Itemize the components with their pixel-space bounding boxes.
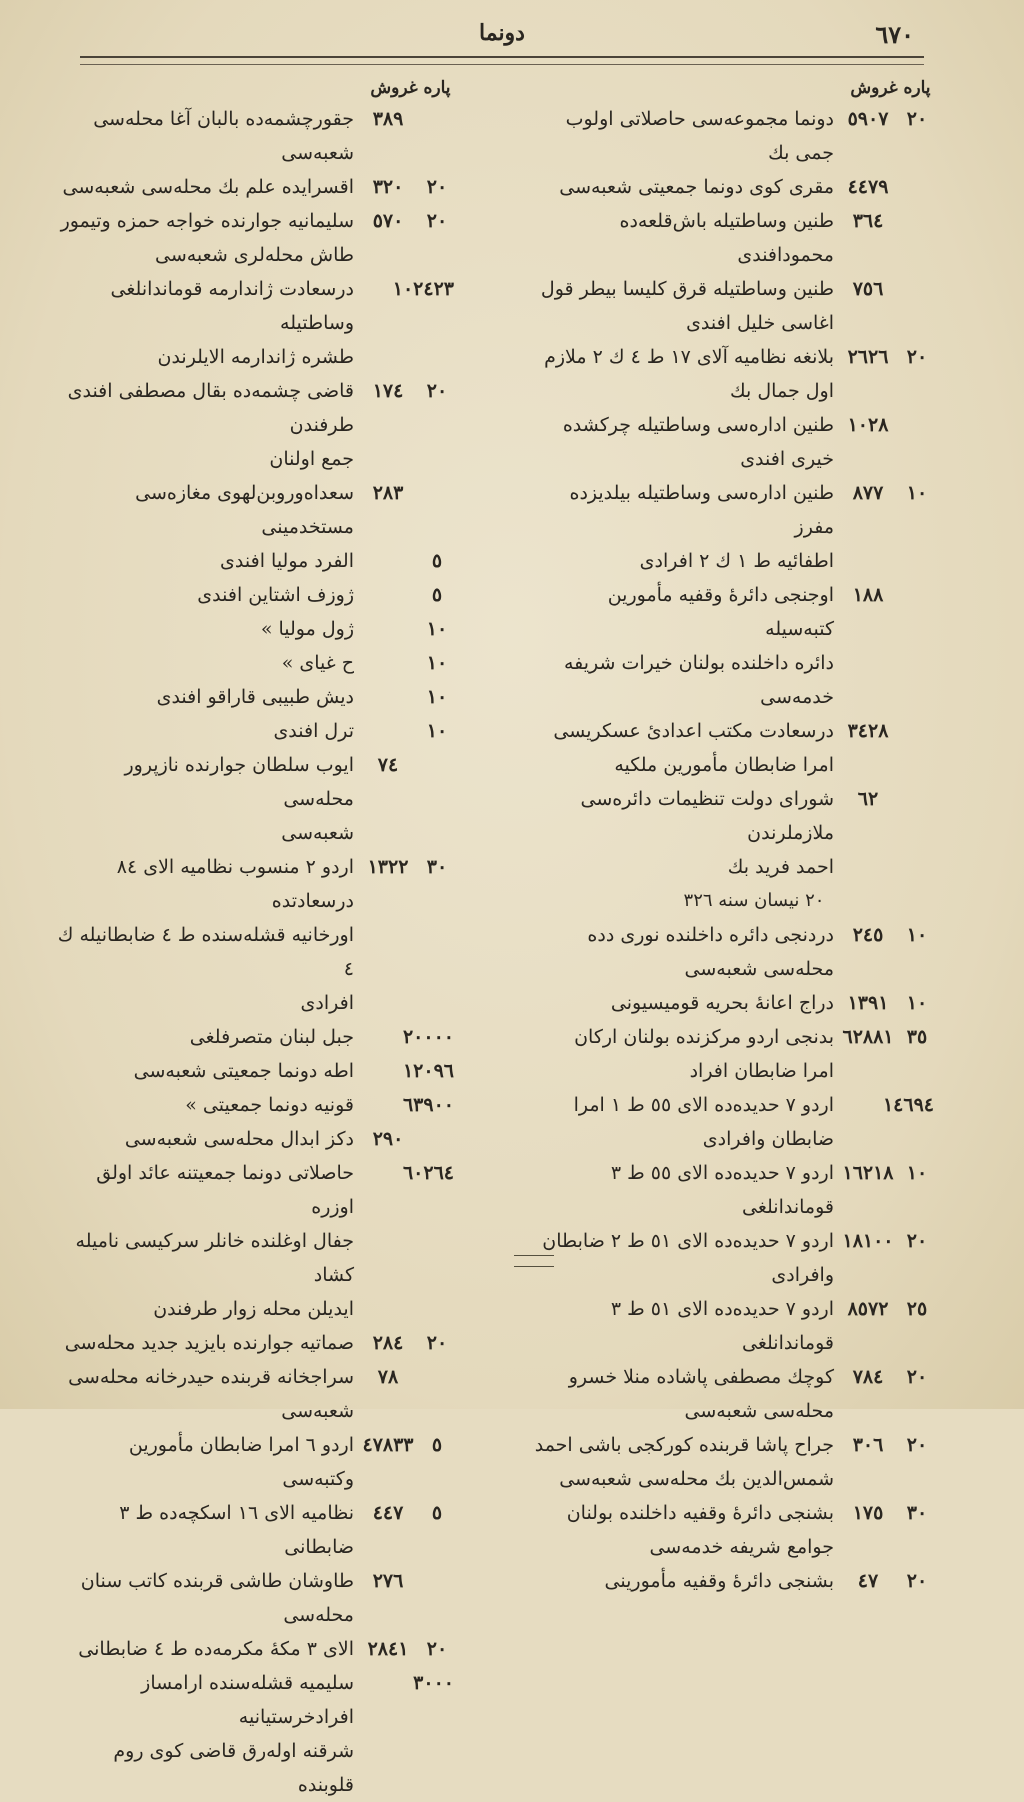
ledger-entry: [534, 170, 934, 204]
entry-gurus: ١٢٠٩٦: [402, 1060, 454, 1082]
ledger-entry: [54, 1122, 454, 1156]
entry-description: طنین اداره‌سی وساطتیله چركشده خیری افندی: [562, 414, 834, 470]
entry-description: طنین وساطتیله قرق كلیسا بیطر قول اغاسی خلیل افندی: [540, 278, 834, 334]
entry-para: ٣٠: [906, 1502, 928, 1524]
entry-gurus: ٨٧٧: [852, 482, 884, 504]
entry-gurus: ٤٧٨٣٣: [362, 1434, 414, 1456]
entry-description: طنین وساطتیله باش‌قلعه‌ده محمودافندی: [619, 210, 834, 266]
ledger-entry: [54, 544, 454, 578]
entry-para: ١٠: [906, 924, 928, 946]
entry-para: ١٠: [426, 652, 448, 674]
ledger-entry: [54, 850, 454, 1020]
entry-description: جراح پاشا قربنده كوركجی باشی احمد شمس‌الدین بك محله‌سی شعبه‌سی: [534, 1434, 834, 1490]
entry-description: طاوشان طاشی قربنده كاتب سنان محله‌سی: [80, 1570, 354, 1626]
entry-description: قاضی چشمه‌ده بقال مصطفی افندی طرفندن جمع اولنان: [67, 380, 354, 470]
entry-para: ٢٠: [426, 210, 448, 232]
ledger-entry: [54, 1156, 454, 1326]
ledger-entry: [54, 748, 454, 850]
entry-para: ١٠: [906, 482, 928, 504]
ledger-entry: [54, 1088, 454, 1122]
entry-description: دراج اعانهٔ بحریه قومیسیونی: [610, 992, 834, 1014]
entry-gurus: ٦٢٨٨١: [842, 1026, 894, 1048]
page-header: [90, 18, 914, 52]
entry-gurus: ٧٨: [377, 1366, 399, 1388]
entry-description: سلیمانیه جوارنده خواجه حمزه وتیمور طاش محله‌لری شعبه‌سی: [60, 210, 354, 266]
entry-description: اطه دونما جمعیتی شعبه‌سی: [133, 1060, 354, 1082]
ledger-entry: [54, 204, 454, 272]
entry-description: اردو ٧ حدیده‌ده الای ٥٥ ط ١ امرا ضابطان وافرادی: [573, 1094, 834, 1150]
entry-description: درسعادت مكتب اعدادیٔ عسكریسی امرا ضابطان مأمورین ملكیه: [553, 720, 834, 776]
para-label: پاره: [903, 78, 931, 98]
entry-para: ٢٠: [426, 1332, 448, 1354]
entry-description: اردو ٧ حدیده‌ده الای ٥١ ط ٢ ضابطان وافرادی: [542, 1230, 834, 1286]
entry-description: حاصلاتی دونما جمعیتنه عائد اولق اوزره جفال اوغلنده خانلر سركیسی نامیله كشاد ایدیلن محله زوار طرفندن: [75, 1162, 354, 1320]
entry-gurus: ٦٢: [857, 788, 879, 810]
entry-description: جبل لبنان متصرفلغی: [189, 1026, 354, 1048]
ledger-entry: [534, 1496, 934, 1564]
ledger-entry: [534, 578, 934, 714]
entry-gurus: ١٨١٠٠: [842, 1230, 894, 1252]
entry-description: قونیه دونما جمعیتی »: [185, 1094, 354, 1116]
ledger-entry: [54, 476, 454, 544]
entry-gurus: ٣٠٠٠: [413, 1672, 454, 1694]
entry-gurus: ٢٨٤١: [367, 1638, 409, 1660]
column-left: [54, 72, 454, 1802]
entry-gurus: ٢٠٠٠٠: [402, 1026, 454, 1048]
entry-description: اوجنجی دائرهٔ وقفیه مأمورین كتبه‌سیله دائره داخلنده بولنان خیرات شریفه خدمه‌سی: [563, 584, 834, 708]
ledger-entry: [534, 1564, 934, 1598]
page-number: ٦٧٠: [875, 20, 914, 49]
entry-para: ٢٥: [906, 1298, 928, 1320]
entry-gurus: ٤٤٧٩: [847, 176, 889, 198]
entry-para: ٥: [431, 584, 443, 606]
ledger-entry: [534, 986, 934, 1020]
entry-gurus: ١٤٦٩٤: [882, 1094, 934, 1116]
entry-description: بلانغه نظامیه آلای ١٧ ط ٤ ك ٢ ملازم اول جمال بك: [544, 346, 834, 402]
ledger-entry: [54, 578, 454, 612]
ledger-entry: [534, 1224, 934, 1292]
entry-description: بشنجی دائرهٔ وقفیه مأمورینی: [604, 1570, 834, 1592]
entry-gurus: ٧٤: [377, 754, 399, 776]
entry-gurus: ١٣٢٢: [367, 856, 409, 878]
entry-gurus: ٢٤٥: [852, 924, 884, 946]
entry-para: ٢٠: [906, 1434, 928, 1456]
entry-gurus: ٢٨٤: [372, 1332, 404, 1354]
entry-para: ١٠: [906, 992, 928, 1014]
ledger-entry: [54, 646, 454, 680]
gurus-label: غروش: [850, 78, 898, 98]
ledger-entry: [534, 782, 934, 884]
ledger-entry: [54, 714, 454, 748]
entry-gurus: ١٧٥: [852, 1502, 884, 1524]
entry-description: ترل افندی: [273, 720, 354, 742]
entry-description: اردو ٢ منسوب نظامیه الای ٨٤ درسعادتده اورخانیه قشله‌سنده ط ٤ ضابطانیله ك ٤ افرادی: [57, 856, 354, 1014]
entry-gurus: ٣٤٢٨: [847, 720, 889, 742]
entry-gurus: ٨٥٧٢: [847, 1298, 889, 1320]
ledger-entry: [54, 1564, 454, 1632]
ledger-entry: [534, 918, 934, 986]
entry-description: اردو ٦ امرا ضابطان مأمورین وكتبه‌سی: [128, 1434, 354, 1490]
entries-block-1: [534, 102, 934, 884]
entry-description: ژوزف اشتاین افندی: [197, 584, 354, 606]
entry-gurus: ٢٦٢٦: [847, 346, 889, 368]
entry-gurus: ٣٨٩: [372, 108, 404, 130]
entry-gurus: ٦٠٢٦٤: [402, 1162, 454, 1184]
entry-para: ٢٠: [906, 1570, 928, 1592]
entry-gurus: ١٦٢١٨: [842, 1162, 894, 1184]
ledger-entry: [54, 612, 454, 646]
entry-description: شورای دولت تنظیمات دائره‌سی ملازملرندن احمد فرید بك: [580, 788, 834, 878]
ledger-entry: [54, 1054, 454, 1088]
ledger-entry: [534, 1020, 934, 1088]
entry-gurus: ٦٣٩٠٠: [402, 1094, 454, 1116]
ledger-entry: [54, 272, 454, 374]
entry-description: ایوب سلطان جوارنده نازپرور محله‌سی شعبه‌سی: [124, 754, 354, 844]
ledger-entry: [54, 1496, 454, 1564]
entry-para: ٢٠: [426, 176, 448, 198]
entry-description: كوچك مصطفی پاشاده منلا خسرو محله‌سی شعبه‌سی: [568, 1366, 834, 1422]
gurus-label: غروش: [370, 78, 418, 98]
entry-para: ١٠: [426, 686, 448, 708]
ledger-entry: [54, 680, 454, 714]
column-header: [54, 72, 454, 102]
para-label: پاره: [423, 78, 451, 98]
ledger-entry: [54, 374, 454, 476]
running-title: دونما: [479, 20, 525, 46]
entries-block-1: [54, 102, 454, 1802]
ledger-entry: [54, 102, 454, 170]
entry-description: الفرد مولیا افندی: [220, 550, 354, 572]
entry-gurus: ٤٤٧: [372, 1502, 404, 1524]
ledger-entry: [534, 1088, 934, 1156]
entry-description: دونما مجموعه‌سی حاصلاتی اولوب جمی بك: [565, 108, 834, 164]
entry-para: ٢٠: [426, 380, 448, 402]
entry-description: بشنجی دائرهٔ وقفیه داخلنده بولنان جوامع شریفه خدمه‌سی: [566, 1502, 834, 1558]
entry-gurus: ٥٧٠: [372, 210, 404, 232]
entry-gurus: ١٧٤: [372, 380, 404, 402]
entries-block-2: [534, 918, 934, 1598]
entry-gurus: ٣٠٦: [852, 1434, 884, 1456]
ledger-entry: [534, 204, 934, 272]
ledger-entry: [54, 1428, 454, 1496]
entry-gurus: ٢٧٦: [372, 1570, 404, 1592]
ledger-entry: [534, 340, 934, 408]
entry-gurus: ١٠٢٤٢٣: [392, 278, 454, 300]
entry-description: سعداه‌وروبن‌لهوی مغازه‌سی مستخدمینی: [135, 482, 354, 538]
entry-gurus: ٣٦٤: [852, 210, 884, 232]
entry-description: سلیمیه قشله‌سنده ارامساز افرادخرستیانیه شرقنه اوله‌رق قاضی كوی روم قلوبنده: [113, 1672, 354, 1796]
ledger-entry: [534, 408, 934, 476]
header-rule: [80, 56, 924, 65]
entry-description: دیش طبیبی قاراقو افندی: [156, 686, 354, 708]
closing-rule: [514, 1255, 554, 1267]
entry-description: الای ٣ مكهٔ مكرمه‌ده ط ٤ ضابطانی: [78, 1638, 354, 1660]
ledger-entry: [534, 1292, 934, 1360]
entry-description: ح غیای »: [281, 652, 354, 674]
ledger-entry: [54, 1020, 454, 1054]
ledger-entry: [534, 1156, 934, 1224]
entry-description: جقورچشمه‌ده بالبان آغا محله‌سی شعبه‌سی: [93, 108, 354, 164]
ledger-entry: [54, 170, 454, 204]
entry-description: اردو ٧ حدیده‌ده الای ٥٥ ط ٣ قوماندانلغی: [610, 1162, 834, 1218]
entry-gurus: ٢٩٠: [372, 1128, 404, 1150]
entry-description: طنین اداره‌سی وساطتیله بیلدیزده مفرز اطفائیه ط ١ ك ٢ افرادی: [569, 482, 834, 572]
entry-para: ٢٠: [426, 1638, 448, 1660]
entry-gurus: ١٠٢٨: [847, 414, 889, 436]
ledger-entry: [534, 714, 934, 782]
entry-para: ٥: [431, 550, 443, 572]
entry-para: ٣٠: [426, 856, 448, 878]
entry-description: اقسرایده علم بك محله‌سی شعبه‌سی: [62, 176, 354, 198]
entry-para: ١٠: [906, 1162, 928, 1184]
ledger-entry: [534, 272, 934, 340]
entry-description: بدنجی اردو مركزنده بولنان اركان امرا ضابطان افراد: [574, 1026, 834, 1082]
entry-gurus: ١٨٨: [852, 584, 884, 606]
entry-gurus: ٧٨٤: [852, 1366, 884, 1388]
ledger-entry: [54, 1360, 454, 1428]
ledger-entry: [534, 102, 934, 170]
entry-gurus: ٣٢٠: [372, 176, 404, 198]
entry-gurus: ٤٧: [857, 1570, 879, 1592]
entry-description: دكز ابدال محله‌سی شعبه‌سی: [124, 1128, 354, 1150]
entry-gurus: ٧٥٦: [852, 278, 884, 300]
entry-para: ٢٠: [906, 1366, 928, 1388]
entry-gurus: ٢٨٣: [372, 482, 404, 504]
ledger-entry: [534, 476, 934, 578]
column-header: [534, 72, 934, 102]
entry-gurus: ١٣٩١: [847, 992, 889, 1014]
entry-para: ٣٥: [906, 1026, 928, 1048]
entry-description: نظامیه الای ١٦ اسكچه‌ده ط ٣ ضابطانی: [119, 1502, 354, 1558]
date-line: ٢٠ نیسان سنه ٣٢٦: [683, 890, 825, 911]
entry-description: اردو ٧ حدیده‌ده الای ٥١ ط ٣ قوماندانلغی: [610, 1298, 834, 1354]
entry-para: ١٠: [426, 618, 448, 640]
entry-description: دردنجی دائره داخلنده نوری دده محله‌سی شعبه‌سی: [587, 924, 834, 980]
entry-para: ٢٠: [906, 108, 928, 130]
column-right: [534, 72, 934, 1598]
ledger-entry: [54, 1326, 454, 1360]
entry-para: ١٠: [426, 720, 448, 742]
entry-description: سراجخانه قربنده حیدرخانه محله‌سی شعبه‌سی: [68, 1366, 354, 1422]
ledger-entry: [534, 1360, 934, 1428]
entry-description: مقری كوی دونما جمعیتی شعبه‌سی: [559, 176, 834, 198]
entry-description: درسعادت ژاندارمه قوماندانلغی وساطتیله طشره ژاندارمه الایلرندن: [110, 278, 354, 368]
entry-para: ٥: [431, 1502, 443, 1524]
entry-description: ژول مولیا »: [260, 618, 354, 640]
entry-description: صماتیه جوارنده بایزید جدید محله‌سی: [64, 1332, 354, 1354]
ledger-entry: [534, 1428, 934, 1496]
entry-para: ٢٠: [906, 346, 928, 368]
entry-para: ٥: [431, 1434, 443, 1456]
ledger-entry: [54, 1632, 454, 1666]
entry-para: ٢٠: [906, 1230, 928, 1252]
entry-gurus: ٥٩٠٧: [847, 108, 889, 130]
ledger-entry: [54, 1666, 454, 1802]
